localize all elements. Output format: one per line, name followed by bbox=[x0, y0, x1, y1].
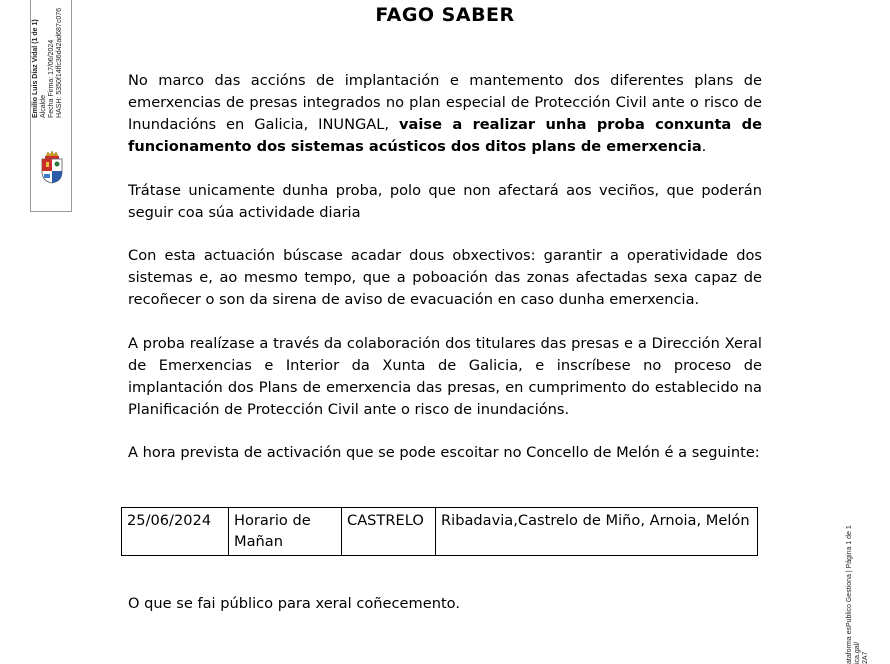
paragraph-objectives: Con esta actuación búscase acadar dous obxectivos: garantir a operatividade dos sistemas e, ao mesmo tempo, que a poboación das zonas afectadas sexa capaz de recoñecer o son da sirena de aviso de evacuación en caso dunha emerxencia. bbox=[128, 247, 762, 308]
paragraph-schedule-intro: A hora prevista de activación que se pode escoitar no Concello de Melón é a seguinte: bbox=[128, 444, 760, 461]
platform-line-2: ica.gal/ bbox=[854, 641, 861, 664]
activation-schedule-table bbox=[121, 507, 758, 556]
signature-panel bbox=[30, 0, 72, 212]
page-title: FAGO SABER bbox=[375, 4, 515, 26]
signature-hash: HASH: 5350f14ffc36d42ad687c076 bbox=[56, 7, 63, 118]
platform-line-3: 2A7 bbox=[862, 651, 869, 664]
schedule-time: Horario de Mañan bbox=[229, 508, 342, 556]
municipal-crest-icon bbox=[37, 150, 67, 184]
intro-bold-text: vaise a realizar unha proba conxunta de funcionamento dos sistemas acústicos dos ditos plans de emerxencia bbox=[128, 116, 762, 155]
intro-text: No marco das accións de implantación e mantemento dos diferentes plans de emerxencias de presas integrados no plan especial de Protección Civil ante o risco de Inundacións en Galicia, INUNGAL, bbox=[128, 72, 762, 133]
table-row bbox=[122, 508, 758, 556]
platform-line-1: ataforma esPublico Gestiona | Página 1 de 1 bbox=[846, 525, 853, 664]
intro-end: . bbox=[701, 138, 707, 155]
paragraph-collaboration: A proba realízase a través da colaboración dos titulares das presas e a Dirección Xeral de Emerxencias e Interior da Xunta de Galicia, e inscríbese no proceso de implantación dos Plans de emerxencia das presas, en cumprimento do establecido na Planificación de Protección Civil ante o risco de inundacións. bbox=[128, 335, 762, 418]
platform-footer-vertical bbox=[846, 525, 870, 664]
paragraph-intro bbox=[128, 70, 762, 158]
schedule-places: Ribadavia,Castrelo de Miño, Arnoia, Melón bbox=[436, 508, 758, 556]
signature-date: Fecha Firma: 17/06/2024 bbox=[48, 39, 55, 118]
signer-name: Emilio Luis Díaz Vidal (1 de 1) bbox=[32, 19, 39, 118]
closing-statement: O que se fai público para xeral coñecemento. bbox=[128, 595, 460, 612]
schedule-dam: CASTRELO bbox=[342, 508, 436, 556]
schedule-date: 25/06/2024 bbox=[122, 508, 229, 556]
paragraph-test-notice: Trátase unicamente dunha proba, polo que non afectará aos veciños, que poderán seguir coa súa actividade diaria bbox=[128, 182, 762, 221]
signer-role: Alcalde bbox=[40, 95, 47, 118]
